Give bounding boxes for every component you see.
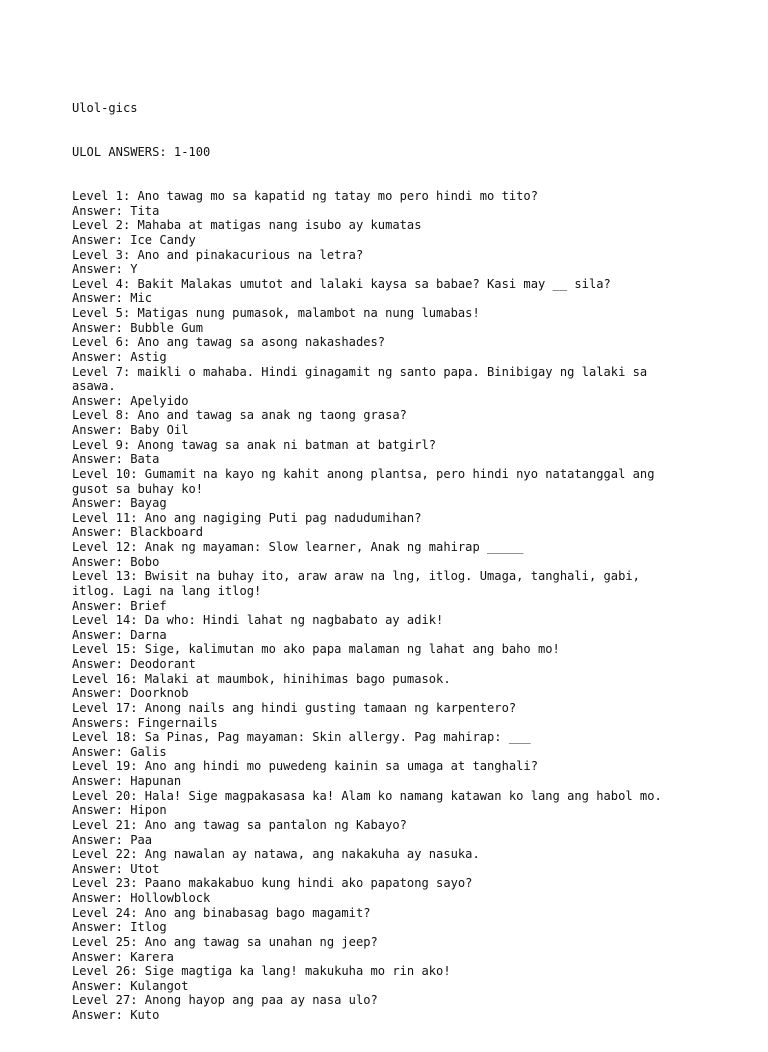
answer-line: Answer: Bata bbox=[72, 452, 160, 467]
answer-line: Answer: Galis bbox=[72, 744, 167, 759]
answer-line: Answer: Blackboard bbox=[72, 525, 204, 540]
answer-line: Answer: Bayag bbox=[72, 496, 167, 511]
answer-line: Answers: Fingernails bbox=[72, 715, 218, 730]
question-line: Level 14: Da who: Hindi lahat ng nagbabato ay adik! bbox=[72, 613, 444, 628]
question-line: Level 20: Hala! Sige magpakasasa ka! Alam ko namang katawan ko lang ang habol mo. bbox=[72, 788, 662, 803]
answer-line: Answer: Bobo bbox=[72, 554, 160, 569]
question-line: Level 4: Bakit Malakas umutot and lalaki kaysa sa babae? Kasi may __ sila? bbox=[72, 276, 611, 291]
question-line: Level 25: Ano ang tawag sa unahan ng jeep? bbox=[72, 934, 378, 949]
question-line: Level 3: Ano and pinakacurious na letra? bbox=[72, 247, 364, 262]
question-continuation-line: itlog. Lagi na lang itlog! bbox=[72, 583, 262, 598]
answer-line: Answer: Apelyido bbox=[72, 393, 189, 408]
answer-line: Answer: Kulangot bbox=[72, 978, 189, 993]
question-line: Level 9: Anong tawag sa anak ni batman at batgirl? bbox=[72, 437, 437, 452]
question-line: Level 1: Ano tawag mo sa kapatid ng tatay mo pero hindi mo tito? bbox=[72, 189, 538, 203]
question-line: Level 11: Ano ang nagiging Puti pag nadudumihan? bbox=[72, 510, 422, 525]
question-line: Level 22: Ang nawalan ay natawa, ang nakakuha ay nasuka. bbox=[72, 847, 480, 862]
question-line: Level 12: Anak ng mayaman: Slow learner, Anak ng mahirap _____ bbox=[72, 540, 524, 554]
question-line: Level 26: Sige magtiga ka lang! makukuha mo rin ako! bbox=[72, 964, 451, 979]
answer-line: Answer: Karera bbox=[72, 949, 174, 964]
question-line: Level 10: Gumamit na kayo ng kahit anong plantsa, pero hindi nyo natatanggal ang bbox=[72, 466, 655, 481]
question-line: Level 16: Malaki at maumbok, hinihimas bago pumasok. bbox=[72, 671, 451, 686]
answer-line: Answer: Brief bbox=[72, 598, 167, 613]
document-subtitle: ULOL ANSWERS: 1-100 bbox=[72, 145, 211, 160]
question-line: Level 19: Ano ang hindi mo puwedeng kainin sa umaga at tanghali? bbox=[72, 759, 538, 774]
answer-line: Answer: Baby Oil bbox=[72, 423, 189, 437]
question-line: Level 2: Mahaba at matigas nang isubo ay kumatas bbox=[72, 218, 422, 233]
question-line: Level 6: Ano ang tawag sa asong nakashades? bbox=[72, 335, 386, 350]
document-body bbox=[72, 72, 732, 1052]
answer-line: Answer: Bubble Gum bbox=[72, 320, 204, 335]
answer-line: Answer: Hipon bbox=[72, 803, 167, 818]
answer-line: Answer: Astig bbox=[72, 349, 167, 364]
qa-list bbox=[72, 189, 732, 1023]
answer-line: Answer: Deodorant bbox=[72, 657, 196, 671]
answer-line: Answer: Ice Candy bbox=[72, 232, 196, 247]
question-line: Level 8: Ano and tawag sa anak ng taong grasa? bbox=[72, 408, 407, 423]
question-line: Level 15: Sige, kalimutan mo ako papa malaman ng lahat ang baho mo! bbox=[72, 642, 560, 657]
answer-line: Answer: Hollowblock bbox=[72, 891, 211, 905]
answer-line: Answer: Tita bbox=[72, 203, 160, 218]
question-line: Level 21: Ano ang tawag sa pantalon ng Kabayo? bbox=[72, 817, 407, 832]
question-line: Level 5: Matigas nung pumasok, malambot na nung lumabas! bbox=[72, 306, 480, 320]
question-line: Level 17: Anong nails ang hindi gusting tamaan ng karpentero? bbox=[72, 700, 517, 715]
answer-line: Answer: Kuto bbox=[72, 1008, 160, 1022]
document-title: Ulol-gics bbox=[72, 101, 138, 116]
answer-line: Answer: Hapunan bbox=[72, 774, 182, 788]
answer-line: Answer: Darna bbox=[72, 627, 167, 642]
question-continuation-line: gusot sa buhay ko! bbox=[72, 481, 204, 496]
question-line: Level 27: Anong hayop ang paa ay nasa ulo? bbox=[72, 993, 378, 1008]
answer-line: Answer: Doorknob bbox=[72, 686, 189, 701]
answer-line: Answer: Itlog bbox=[72, 920, 167, 935]
question-line: Level 13: Bwisit na buhay ito, araw araw na lng, itlog. Umaga, tanghali, gabi, bbox=[72, 569, 640, 584]
question-continuation-line: asawa. bbox=[72, 379, 116, 394]
answer-line: Answer: Mic bbox=[72, 291, 153, 306]
question-line: Level 18: Sa Pinas, Pag mayaman: Skin allergy. Pag mahirap: ___ bbox=[72, 730, 531, 745]
answer-line: Answer: Y bbox=[72, 262, 138, 277]
question-line: Level 23: Paano makakabuo kung hindi ako papatong sayo? bbox=[72, 876, 473, 891]
question-line: Level 7: maikli o mahaba. Hindi ginagamit ng santo papa. Binibigay ng lalaki sa bbox=[72, 364, 648, 379]
question-line: Level 24: Ano ang binabasag bago magamit? bbox=[72, 905, 371, 920]
answer-line: Answer: Utot bbox=[72, 861, 160, 876]
answer-line: Answer: Paa bbox=[72, 832, 153, 847]
